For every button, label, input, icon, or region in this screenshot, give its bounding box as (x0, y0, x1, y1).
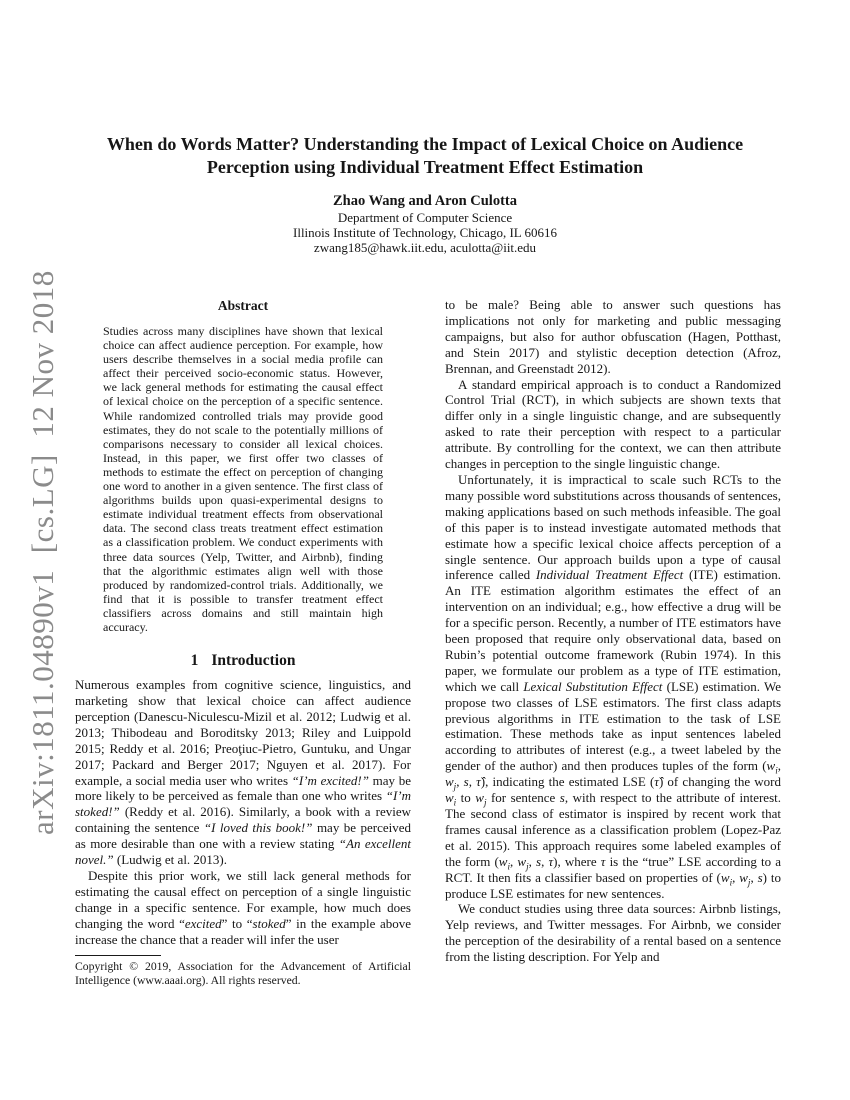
right-paragraph-4: We conduct studies using three data sources: Airbnb listings, Yelp reviews, and Twitter messages. For Airbnb, we consider the perception of the desirability of a rental based on a sentence from the listing description. For Yelp and (445, 901, 781, 965)
section-number: 1 (190, 652, 199, 670)
author-names: Zhao Wang and Aron Culotta (333, 193, 517, 209)
paper-title: When do Words Matter? Understanding the Impact of Lexical Choice on Audience Perception using Individual Treatment Effect Estimation (106, 134, 744, 177)
copyright-footnote (75, 955, 411, 988)
footnote-text: Copyright © 2019, Association for the Advancement of Artificial Intelligence (www.aaai.org). All rights reserved. (75, 960, 411, 988)
author-institution: Illinois Institute of Technology, Chicago, IL 60616 (293, 225, 557, 241)
right-column (445, 297, 781, 965)
right-paragraph-1: to be male? Being able to answer such questions has implications not only for marketing and public messaging campaigns, but also for author obfuscation (Hagen, Potthast, and Stein 2017) and stylistic deception detection (Afroz, Brennan, and Greenstadt 2012). (445, 297, 781, 376)
footnote-divider (75, 955, 161, 956)
arxiv-watermark: arXiv:1811.04890v1 [cs.LG] 12 Nov 2018 (25, 270, 60, 835)
paper-header (0, 133, 850, 256)
section-title: Introduction (211, 652, 296, 670)
authors-block (0, 192, 850, 256)
left-column (75, 297, 411, 988)
abstract-heading: Abstract (217, 298, 269, 313)
abstract-text: Studies across many disciplines have shown that lexical choice can affect audience perception. For example, how users describe themselves in a social media profile can affect their perceived socio-economic status. However, we lack general methods for estimating the causal effect of lexical choice on the perception of a specific sentence. While randomized controlled trials may provide good estimates, they do not scale to the potentially millions of comparisons necessary to consider all lexical choices. Instead, in this paper, we first offer two classes of methods to estimate the effect on perception of changing one word to another in a given sentence. The first class of algorithms builds upon quasi-experimental designs to estimate individual treatment effects from observational data. The second class treats treatment effect estimation as a classification problem. We conduct experiments with three data sources (Yelp, Twitter, and Airbnb), finding that the algorithmic estimates align well with those produced by randomized-control trials. Additionally, we find that it is possible to transfer treatment effect classifiers across domains and still maintain high accuracy. (103, 324, 383, 634)
right-paragraph-3: Unfortunately, it is impractical to scale such RCTs to the many possible word substitutions across thousands of sentences, making applications based on such methods infeasible. The goal of this paper is to instead investigate automated methods that estimate how a specific lexical choice affects perception of a single sentence. Our approach builds upon a type of causal inference called Individual Treatment Effect (ITE) estimation. An ITE estimation algorithm estimates the effect of an intervention on an individual; e.g., how effective a drug will be for a specific person. Recently, a number of ITE estimators have been proposed that require only observational data, based on Rubin’s potential outcome framework (Rubin 1974). In this paper, we formulate our problem as a type of ITE estimation, which we call Lexical Substitution Effect (LSE) estimation. We propose two classes of LSE estimators. The first class adapts previous algorithms in ITE estimation to the task of LSE estimation. These methods take as input sentences labeled according to attributes of interest (e.g., a tweet labeled by the gender of the author) and then produces tuples of the form ($w_i$, $w_j$, s, τ̂), indicating the estimated LSE (τ̂) of changing the word $w_i$ to $w_j$ for sentence s, with respect to the attribute of interest. The second class of estimator is inspired by recent work that frames causal inference as a classification problem (Lopez-Paz et al. 2015). This approach requires some labeled examples of the form ($w_i$, $w_j$, s, τ), where τ is the “true” LSE according to a RCT. It then fits a classifier based on properties of ($w_i$, $w_j$, s) to produce LSE estimates for new sentences. (445, 471, 782, 901)
intro-paragraph-1: Numerous examples from cognitive science, linguistics, and marketing show that lexical choice can affect audience perception (Danescu-Niculescu-Mizil et al. 2012; Ludwig et al. 2013; Thibodeau and Boroditsky 2013; Riley and Luippold 2015; Reddy et al. 2016; Preoţiuc-Pietro, Guntuku, and Ungar 2017; Packard and Berger 2017; Nguyen et al. 2017). For example, a social media user who writes “I’m excited!” may be more likely to be perceived as female than one who writes “I’m stoked!” (Reddy et al. 2016). Similarly, a book with a review containing the sentence “I loved this book!” may be perceived as more desirable than one with a review stating “An excellent novel.” (Ludwig et al. 2013). (75, 677, 411, 868)
intro-paragraph-2: Despite this prior work, we still lack general methods for estimating the causal effect on perception of a single linguistic change in a specific sentence. For example, how much does changing the word “excited” to “stoked” in the example above increase the chance that a reader will infer the user (75, 867, 412, 947)
introduction-heading (75, 651, 411, 670)
author-department: Department of Computer Science (337, 210, 513, 225)
abstract-section (75, 297, 411, 634)
author-emails: zwang185@hawk.iit.edu, aculotta@iit.edu (313, 240, 537, 256)
right-paragraph-2: A standard empirical approach is to conduct a Randomized Control Trial (RCT), in which subjects are shown texts that differ only in a single linguistic change, and are subsequently asked to rate their perception with respect to a particular attribute. By controlling for the context, we can then attribute changes in perception to the single linguistic change. (445, 376, 781, 472)
